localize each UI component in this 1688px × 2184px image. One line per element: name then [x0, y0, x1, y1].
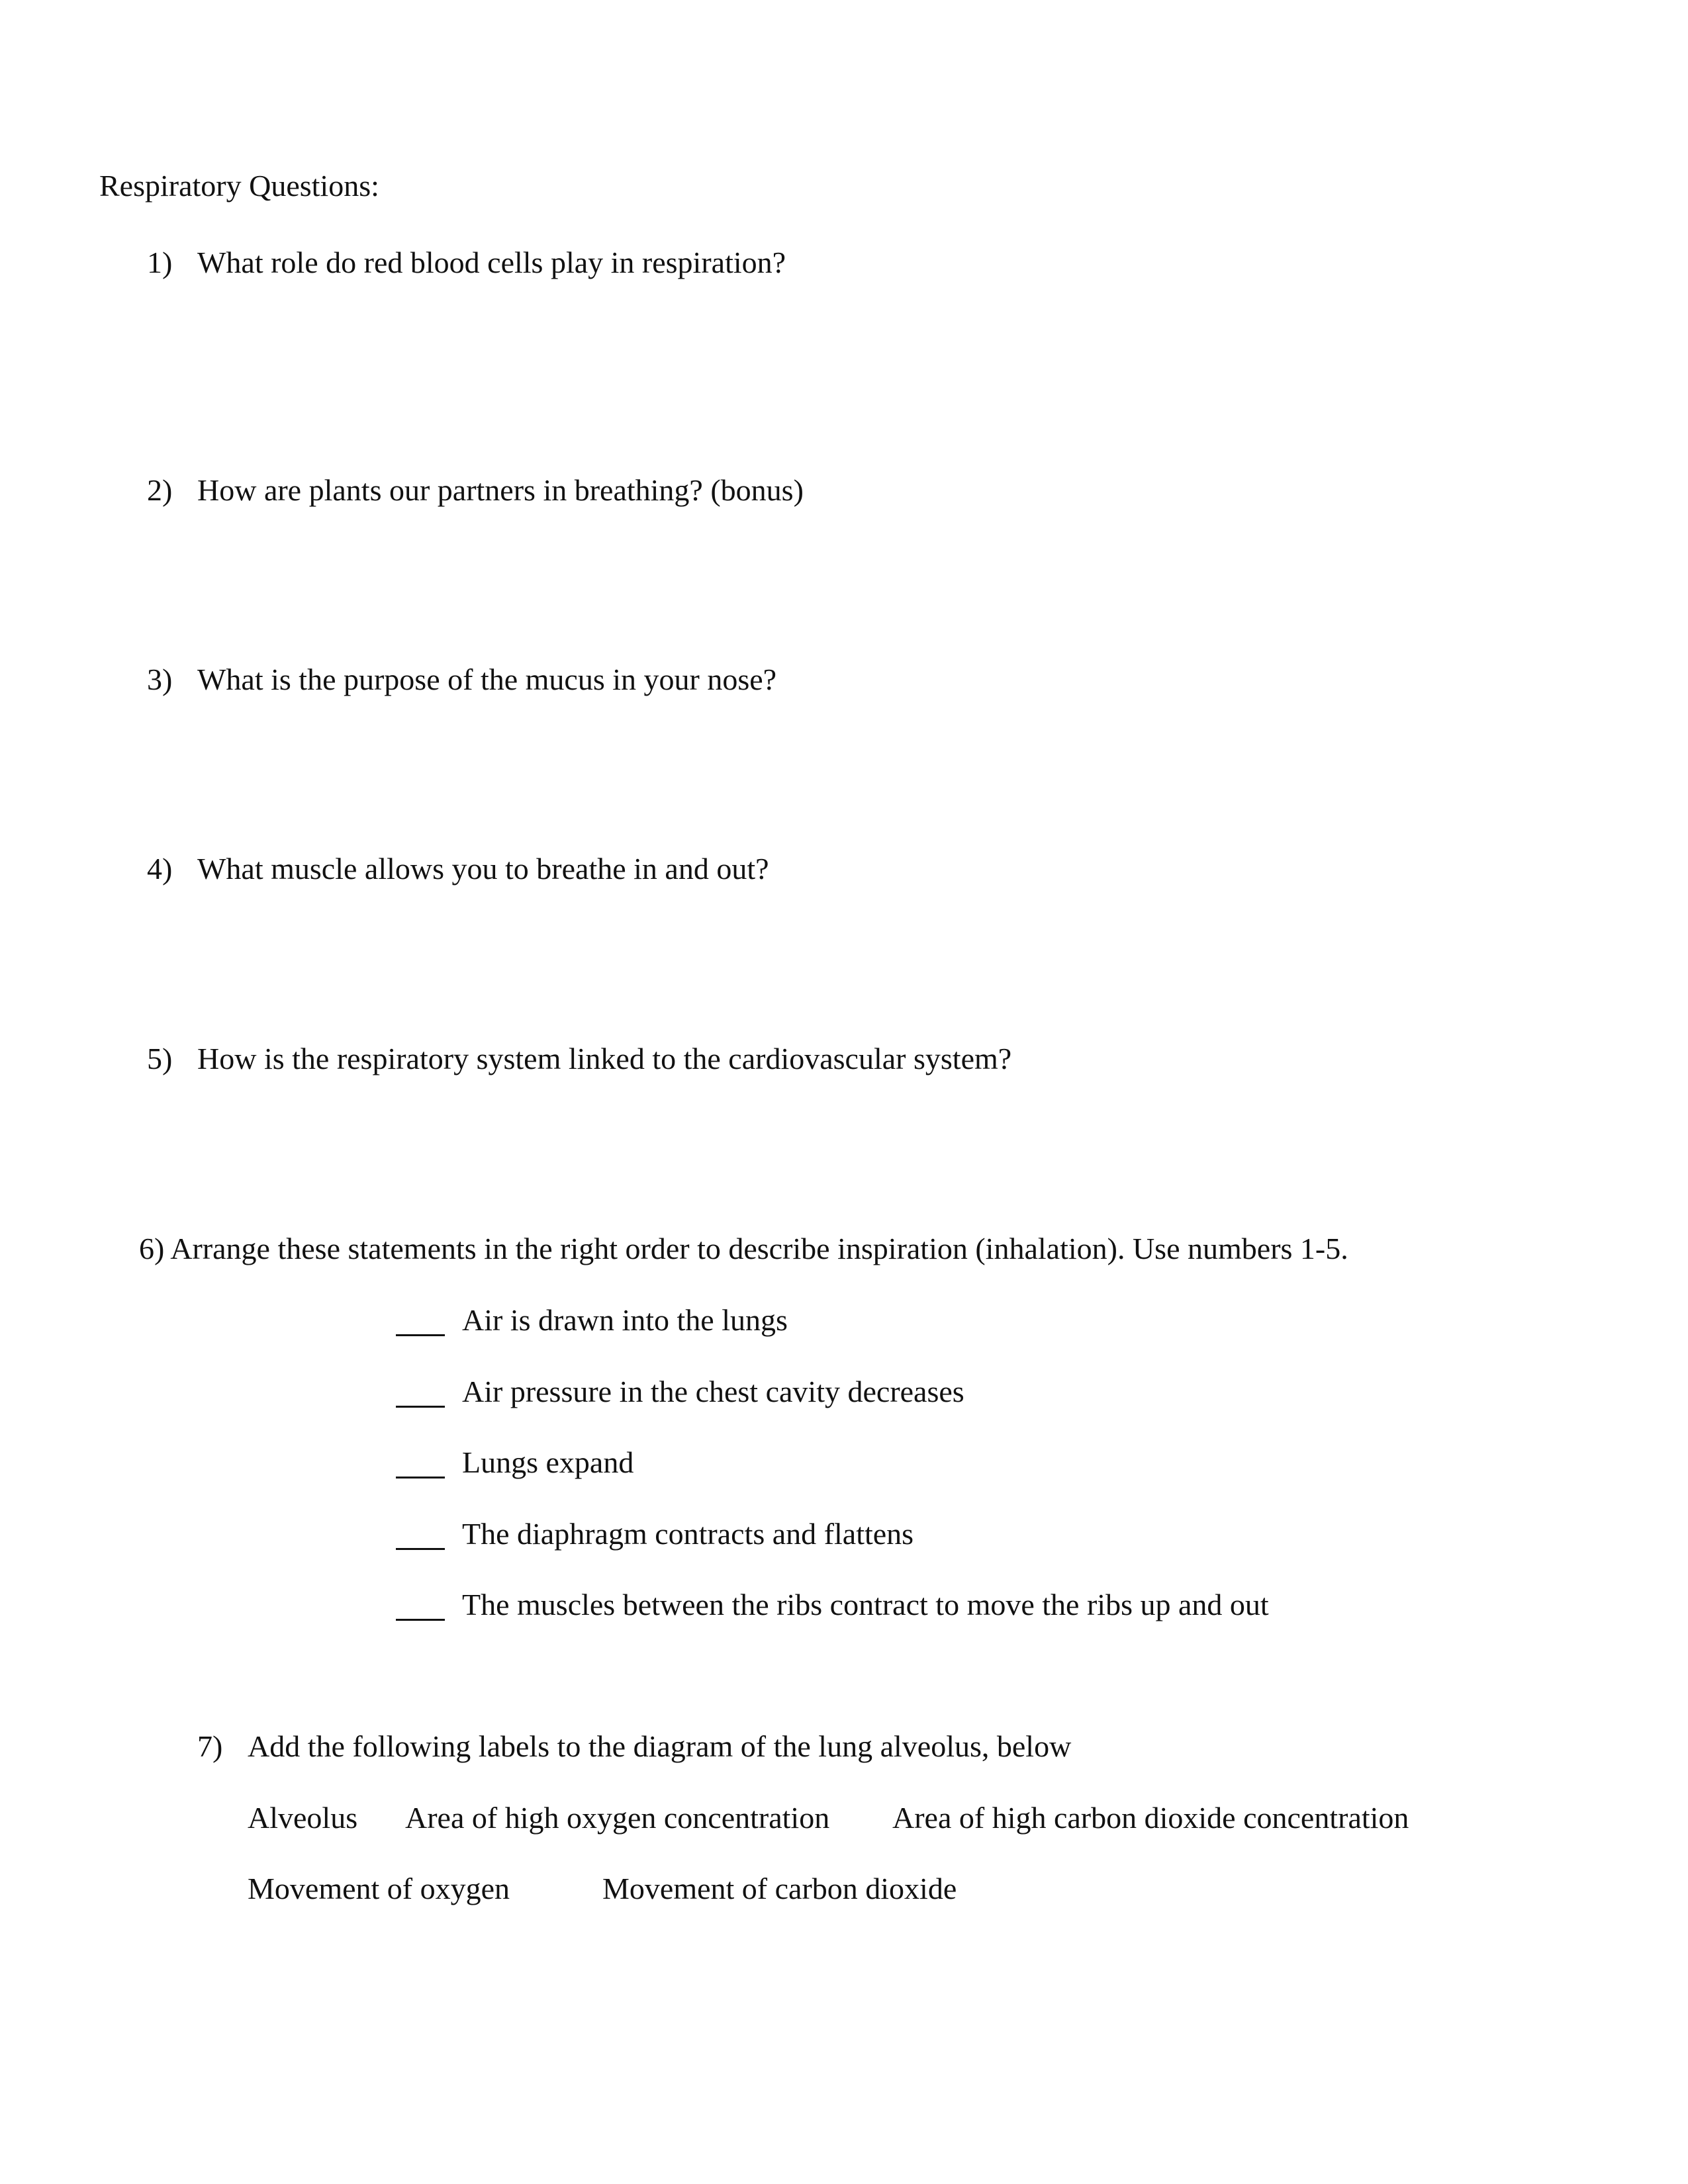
question-text: What is the purpose of the mucus in your nose? [197, 662, 777, 696]
statement-text: The muscles between the ribs contract to move the ribs up and out [462, 1588, 1269, 1621]
question-number: 2) [147, 473, 173, 507]
statement-text: Lungs expand [462, 1445, 634, 1479]
question-text: What muscle allows you to breathe in and out? [197, 852, 769, 886]
statement-text: The diaphragm contracts and flattens [462, 1517, 914, 1551]
question-number: 3) [147, 662, 173, 696]
label-high-carbon-dioxide: Area of high carbon dioxide concentration [892, 1801, 1409, 1835]
question-6-text: 6) Arrange these statements in the right order to describe inspiration (inhalation). Use numbers 1-5. [139, 1232, 1348, 1265]
worksheet-title: Respiratory Questions: [99, 169, 379, 203]
label-movement-carbon-dioxide: Movement of carbon dioxide [602, 1872, 957, 1905]
answer-blank[interactable] [396, 1334, 445, 1336]
question-text: How is the respiratory system linked to the cardiovascular system? [197, 1042, 1012, 1075]
label-movement-oxygen: Movement of oxygen [248, 1872, 510, 1905]
question-text: Add the following labels to the diagram of the lung alveolus, below [248, 1729, 1072, 1763]
answer-blank[interactable] [396, 1619, 445, 1621]
question-number: 7) [197, 1729, 223, 1763]
statement-text: Air pressure in the chest cavity decreases [462, 1375, 964, 1408]
answer-blank[interactable] [396, 1406, 445, 1408]
question-number: 1) [147, 246, 173, 279]
question-number: 4) [147, 852, 173, 886]
statement-text: Air is drawn into the lungs [462, 1303, 788, 1337]
label-high-oxygen: Area of high oxygen concentration [405, 1801, 830, 1835]
answer-blank[interactable] [396, 1548, 445, 1550]
question-number: 5) [147, 1042, 173, 1075]
question-text: What role do red blood cells play in respiration? [197, 246, 786, 279]
label-alveolus: Alveolus [248, 1801, 358, 1835]
answer-blank[interactable] [396, 1477, 445, 1479]
question-text: How are plants our partners in breathing? (bonus) [197, 473, 804, 507]
